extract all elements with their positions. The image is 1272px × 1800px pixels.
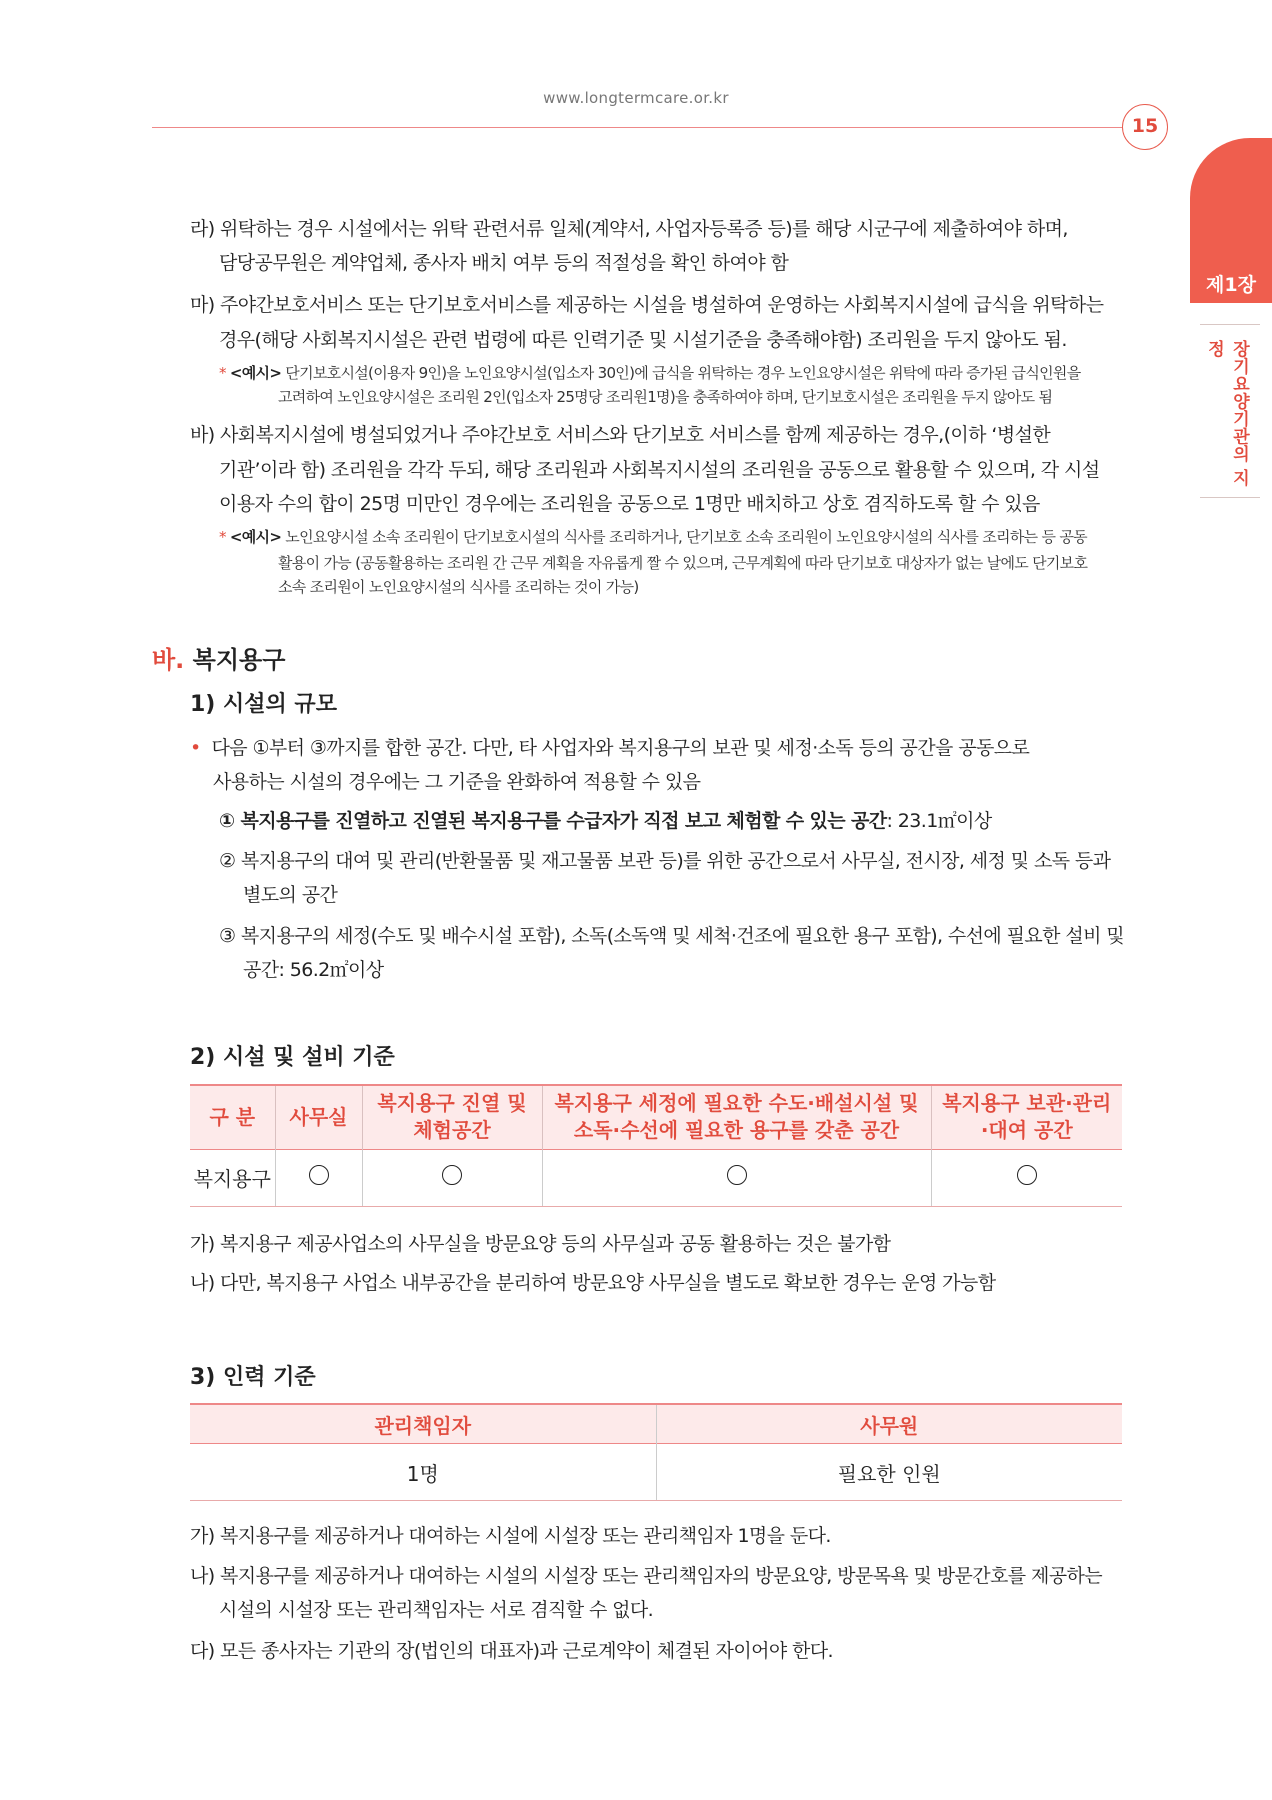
note-2-line-3: 소속 조리원이 노인요양시설의 식사를 조리하는 것이 가능)	[278, 578, 639, 596]
note-2-line-2: 활용이 가능 (공동활용하는 조리원 간 근무 계획을 자유롭게 짤 수 있으며, 근무계획에 따라 단기보호 대상자가 없는 날에도 단기보호	[278, 554, 1088, 572]
chapter-divider-top	[1200, 324, 1260, 325]
item-1: ① 복지용구를 진열하고 진열된 복지용구를 수급자가 직접 보고 체험할 수 있는 공간: 23.1㎡이상	[219, 810, 992, 832]
intro-line-1: • 다음 ①부터 ③까지를 합한 공간. 다만, 타 사업자와 복지용구의 보관 및 세정·소독 등의 공간을 공동으로	[190, 737, 1030, 759]
note-1-line-2: 고려하여 노인요양시설은 조리원 2인(입소자 25명당 조리원1명)을 충족하여야 하며, 단기보호시설은 조리원을 두지 않아도 됨	[278, 388, 1053, 406]
item-2-line-2: 별도의 공간	[243, 884, 338, 906]
col-header-manager: 관리책임자	[190, 1404, 656, 1444]
para-ga: 가) 복지용구 제공사업소의 사무실을 방문요양 등의 사무실과 공동 활용하는 것은 불가함	[190, 1233, 891, 1255]
note-2-tag: <예시>	[229, 528, 282, 546]
para-ma-1: 마) 주야간보호서비스 또는 단기보호서비스를 제공하는 시설을 병설하여 운영하는 사회복지시설에 급식을 위탁하는	[190, 294, 1104, 316]
note-1-text: 단기보호시설(이용자 9인)을 노인요양시설(입소자 30인)에 급식을 위탁하는 경우 노인요양시설은 위탁에 따라 증가된 급식인원을	[285, 364, 1081, 382]
section-heading	[152, 640, 285, 675]
section-marker: 바.	[152, 646, 185, 674]
col-header-category: 구 분	[190, 1085, 275, 1149]
para-ba-2: 기관’이라 함) 조리원을 각각 두되, 해당 조리원과 사회복지시설의 조리원을 공동으로 활용할 수 있으며, 각 시설	[219, 459, 1100, 481]
item-2-line-1: ② 복지용구의 대여 및 관리(반환물품 및 재고물품 보관 등)를 위한 공간으로서 사무실, 전시장, 세정 및 소독 등과	[219, 850, 1111, 872]
site-url: www.longtermcare.or.kr	[543, 89, 729, 107]
col-header-washing: 복지용구 세정에 필요한 수도·배설시설 및 소독·수선에 필요한 용구를 갖춘 공간	[542, 1085, 931, 1149]
circle-mark-icon	[309, 1165, 329, 1185]
para-da-2: 다) 모든 종사자는 기관의 장(법인의 대표자)과 근로계약이 체결된 자이어야 한다.	[190, 1640, 833, 1662]
para-ba-3: 이용자 수의 합이 25명 미만인 경우에는 조리원을 공동으로 1명만 배치하고 상호 겸직하도록 할 수 있음	[219, 493, 1040, 515]
para-ra-2: 담당공무원은 계약업체, 종사자 배치 여부 등의 적절성을 확인 하여야 함	[219, 252, 789, 274]
facility-table	[190, 1084, 1122, 1207]
para-ra-1: 라) 위탁하는 경우 시설에서는 위탁 관련서류 일체(계약서, 사업자등록증 등)를 해당 시군구에 제출하여야 하며,	[190, 218, 1068, 240]
item-3-line-1: ③ 복지용구의 세정(수도 및 배수시설 포함), 소독(소독액 및 세척·건조에 필요한 용구 포함), 수선에 필요한 설비 및	[219, 925, 1125, 947]
clerk-count: 필요한 인원	[656, 1444, 1122, 1501]
bullet-icon: •	[190, 737, 201, 759]
subheading-1: 1) 시설의 규모	[190, 692, 337, 717]
col-header-display: 복지용구 진열 및 체험공간	[362, 1085, 542, 1149]
note-1-star: *	[219, 364, 226, 382]
para-na-2-line-2: 시설의 시설장 또는 관리책임자는 서로 겸직할 수 없다.	[219, 1599, 654, 1621]
para-ba-1: 바) 사회복지시설에 병설되었거나 주야간보호 서비스와 단기보호 서비스를 함께 제공하는 경우,(이하 ‘병설한	[190, 424, 1051, 446]
table-row	[190, 1444, 1122, 1501]
table-row	[190, 1149, 1122, 1206]
item-3-line-2: 공간: 56.2㎡이상	[243, 959, 384, 981]
para-na: 나) 다만, 복지용구 사업소 내부공간을 분리하여 방문요양 사무실을 별도로 확보한 경우는 운영 가능함	[190, 1272, 996, 1294]
note-2-star: *	[219, 528, 226, 546]
note-1-tag: <예시>	[229, 364, 282, 382]
section-title: 복지용구	[192, 646, 286, 674]
col-header-clerk: 사무원	[656, 1404, 1122, 1444]
row-label: 복지용구	[190, 1149, 275, 1206]
chapter-title: 장기요양기관의 지정	[1204, 340, 1249, 487]
page-number: 15	[1122, 104, 1168, 150]
circle-mark-icon	[1017, 1165, 1037, 1185]
col-header-office: 사무실	[275, 1085, 362, 1149]
manager-count: 1명	[190, 1444, 656, 1501]
circle-mark-icon	[727, 1165, 747, 1185]
subheading-2: 2) 시설 및 설비 기준	[190, 1045, 395, 1070]
staff-table-header	[190, 1404, 1122, 1444]
facility-table-header	[190, 1085, 1122, 1149]
note-2-line-1	[219, 524, 1087, 551]
para-ga-2: 가) 복지용구를 제공하거나 대여하는 시설에 시설장 또는 관리책임자 1명을 둔다.	[190, 1525, 831, 1547]
header-divider	[152, 127, 1122, 128]
chapter-label: 제1장	[1206, 274, 1256, 296]
col-header-storage: 복지용구 보관·관리 ·대여 공간	[931, 1085, 1122, 1149]
note-2-text: 노인요양시설 소속 조리원이 단기보호시설의 식사를 조리하거나, 단기보호 소속 조리원이 노인요양시설의 식사를 조리하는 등 공동	[285, 528, 1087, 546]
circle-mark-icon	[442, 1165, 462, 1185]
para-na-2-line-1: 나) 복지용구를 제공하거나 대여하는 시설의 시설장 또는 관리책임자의 방문요양, 방문목욕 및 방문간호를 제공하는	[190, 1565, 1102, 1587]
subheading-3: 3) 인력 기준	[190, 1365, 316, 1390]
para-ma-2: 경우(해당 사회복지시설은 관련 법령에 따른 인력기준 및 시설기준을 충족해야함) 조리원을 두지 않아도 됨.	[219, 329, 1067, 351]
chapter-divider-bottom	[1200, 497, 1260, 498]
intro-line-2: 사용하는 시설의 경우에는 그 기준을 완화하여 적용할 수 있음	[213, 771, 701, 793]
note-1-line-1	[219, 360, 1080, 387]
staff-table	[190, 1403, 1122, 1501]
